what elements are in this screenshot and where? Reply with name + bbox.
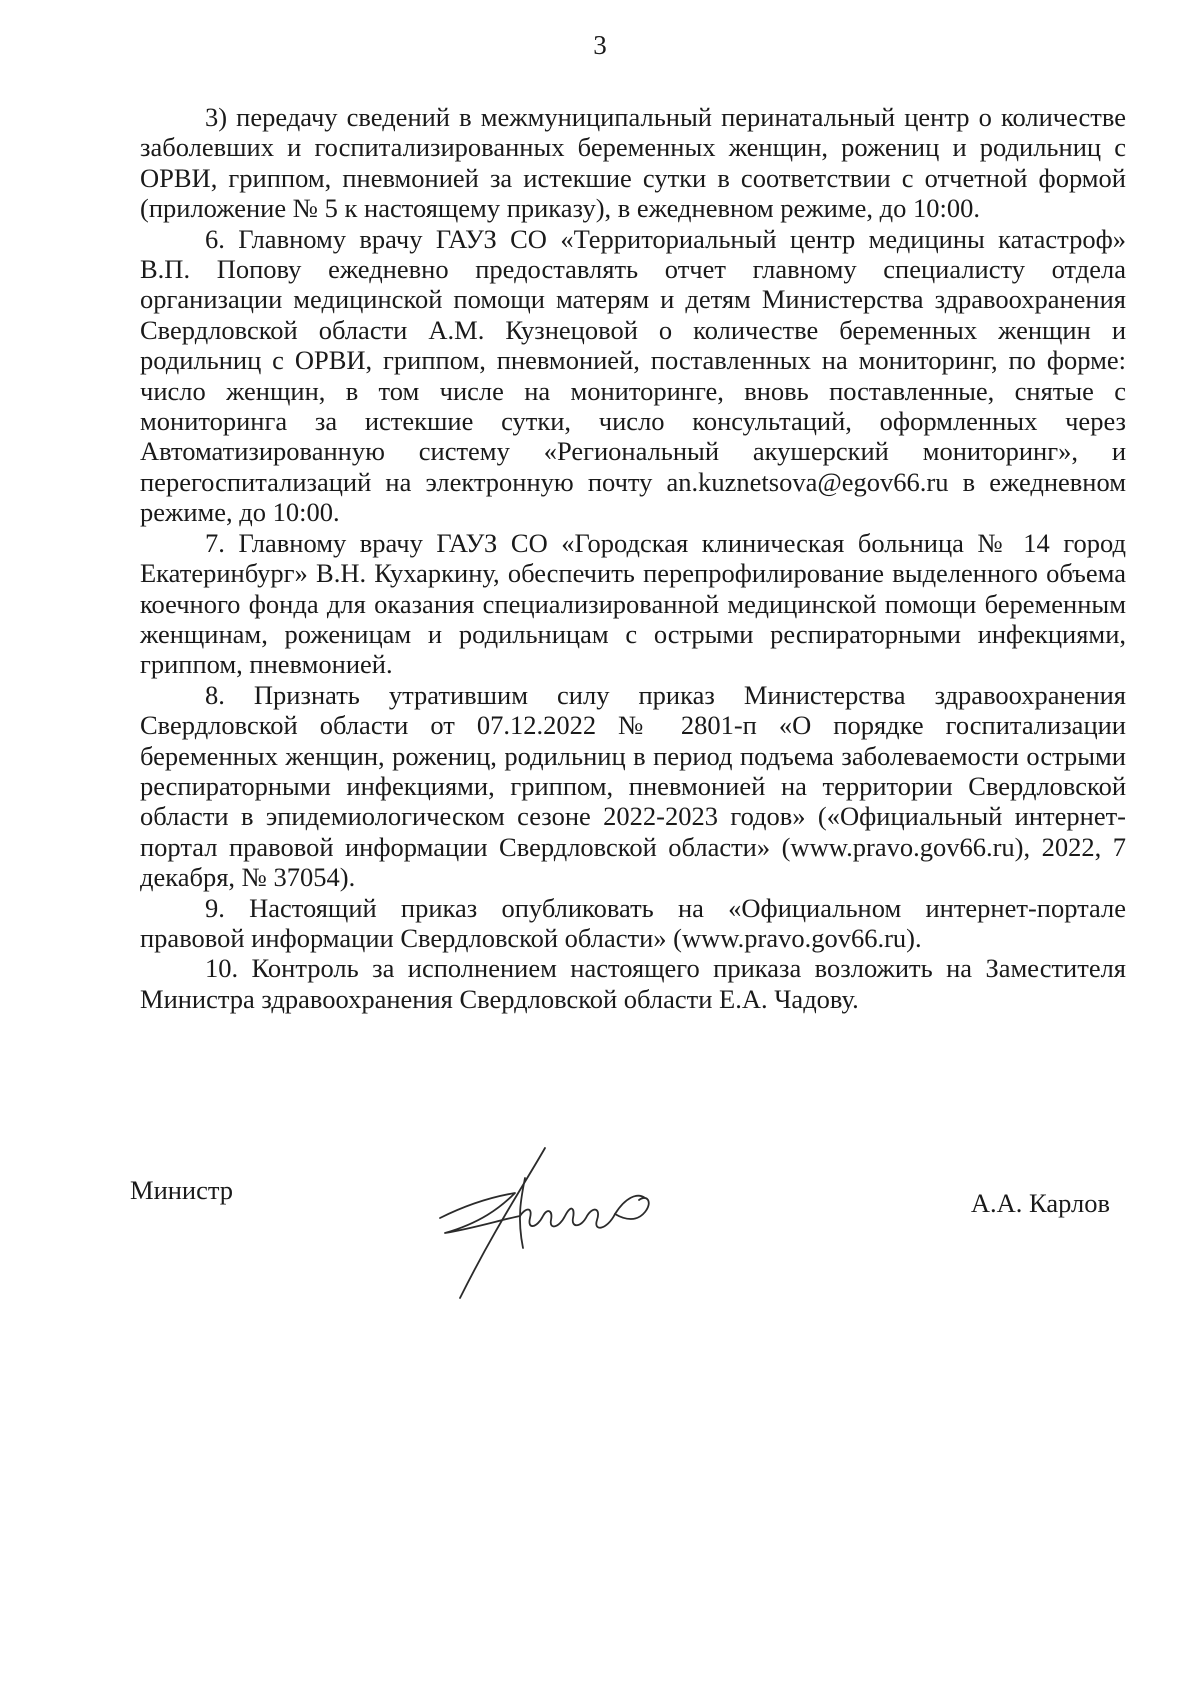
handwritten-signature bbox=[425, 1138, 725, 1308]
paragraph-6: 6. Главному врачу ГАУЗ СО «Территориальный центр медицины катастроф» В.П. Попову ежедневно предоставлять отчет главному специалисту отдела организации медицинской помощи матерям и детям Министерства здравоохранения Свердловской области А.М. Кузнецовой о количестве беременных женщин и родильниц с ОРВИ, гриппом, пневмонией, поставленных на мониторинг, по форме: число женщин, в том числе на мониторинге, вновь поставленные, снятые с мониторинга за истекшие сутки, число консультаций, оформленных через Автоматизированную систему «Региональный акушерский мониторинг», и перегоспитализаций на электронную почту an.kuznetsova@egov66.ru в ежедневном режиме, до 10:00. bbox=[140, 223, 1126, 528]
paragraph-item-3: 3) передачу сведений в межмуниципальный перинатальный центр о количестве заболевших и госпитализированных беременных женщин, рожениц и родильниц с ОРВИ, гриппом, пневмонией за истекшие сутки в соответствии с отчетной формой (приложение № 5 к настоящему приказу), в ежедневном режиме, до 10:00. bbox=[140, 102, 1126, 224]
paragraph-10: 10. Контроль за исполнением настоящего приказа возложить на Заместителя Министра здравоохранения Свердловской области Е.А. Чадову. bbox=[140, 953, 1126, 1014]
signature-block bbox=[130, 1170, 1130, 1340]
document-body bbox=[140, 102, 1126, 1014]
signer-name: А.А. Карлов bbox=[970, 1188, 1110, 1218]
signer-title: Министр bbox=[130, 1175, 234, 1205]
paragraph-8: 8. Признать утратившим силу приказ Министерства здравоохранения Свердловской области от 07.12.2022 № 2801-п «О порядке госпитализации беременных женщин, рожениц, родильниц в период подъема заболеваемости острыми респираторными инфекциями, гриппом, пневмонией на территории Свердловской области в эпидемиологическом сезоне 2022-2023 годов» («Официальный интернет-портал правовой информации Свердловской области» (www.pravo.gov66.ru), 2022, 7 декабря, № 37054). bbox=[140, 679, 1126, 893]
page-number: 3 bbox=[593, 30, 607, 60]
paragraph-9: 9. Настоящий приказ опубликовать на «Официальном интернет-портале правовой информации Свердловской области» (www.pravo.gov66.ru). bbox=[140, 892, 1126, 953]
paragraph-7: 7. Главному врачу ГАУЗ СО «Городская клиническая больница № 14 город Екатеринбург» В.Н. Кухаркину, обеспечить перепрофилирование выделенного объема коечного фонда для оказания специализированной медицинской помощи беременным женщинам, роженицам и родильницам с острыми респираторными инфекциями, гриппом, пневмонией. bbox=[140, 527, 1126, 680]
